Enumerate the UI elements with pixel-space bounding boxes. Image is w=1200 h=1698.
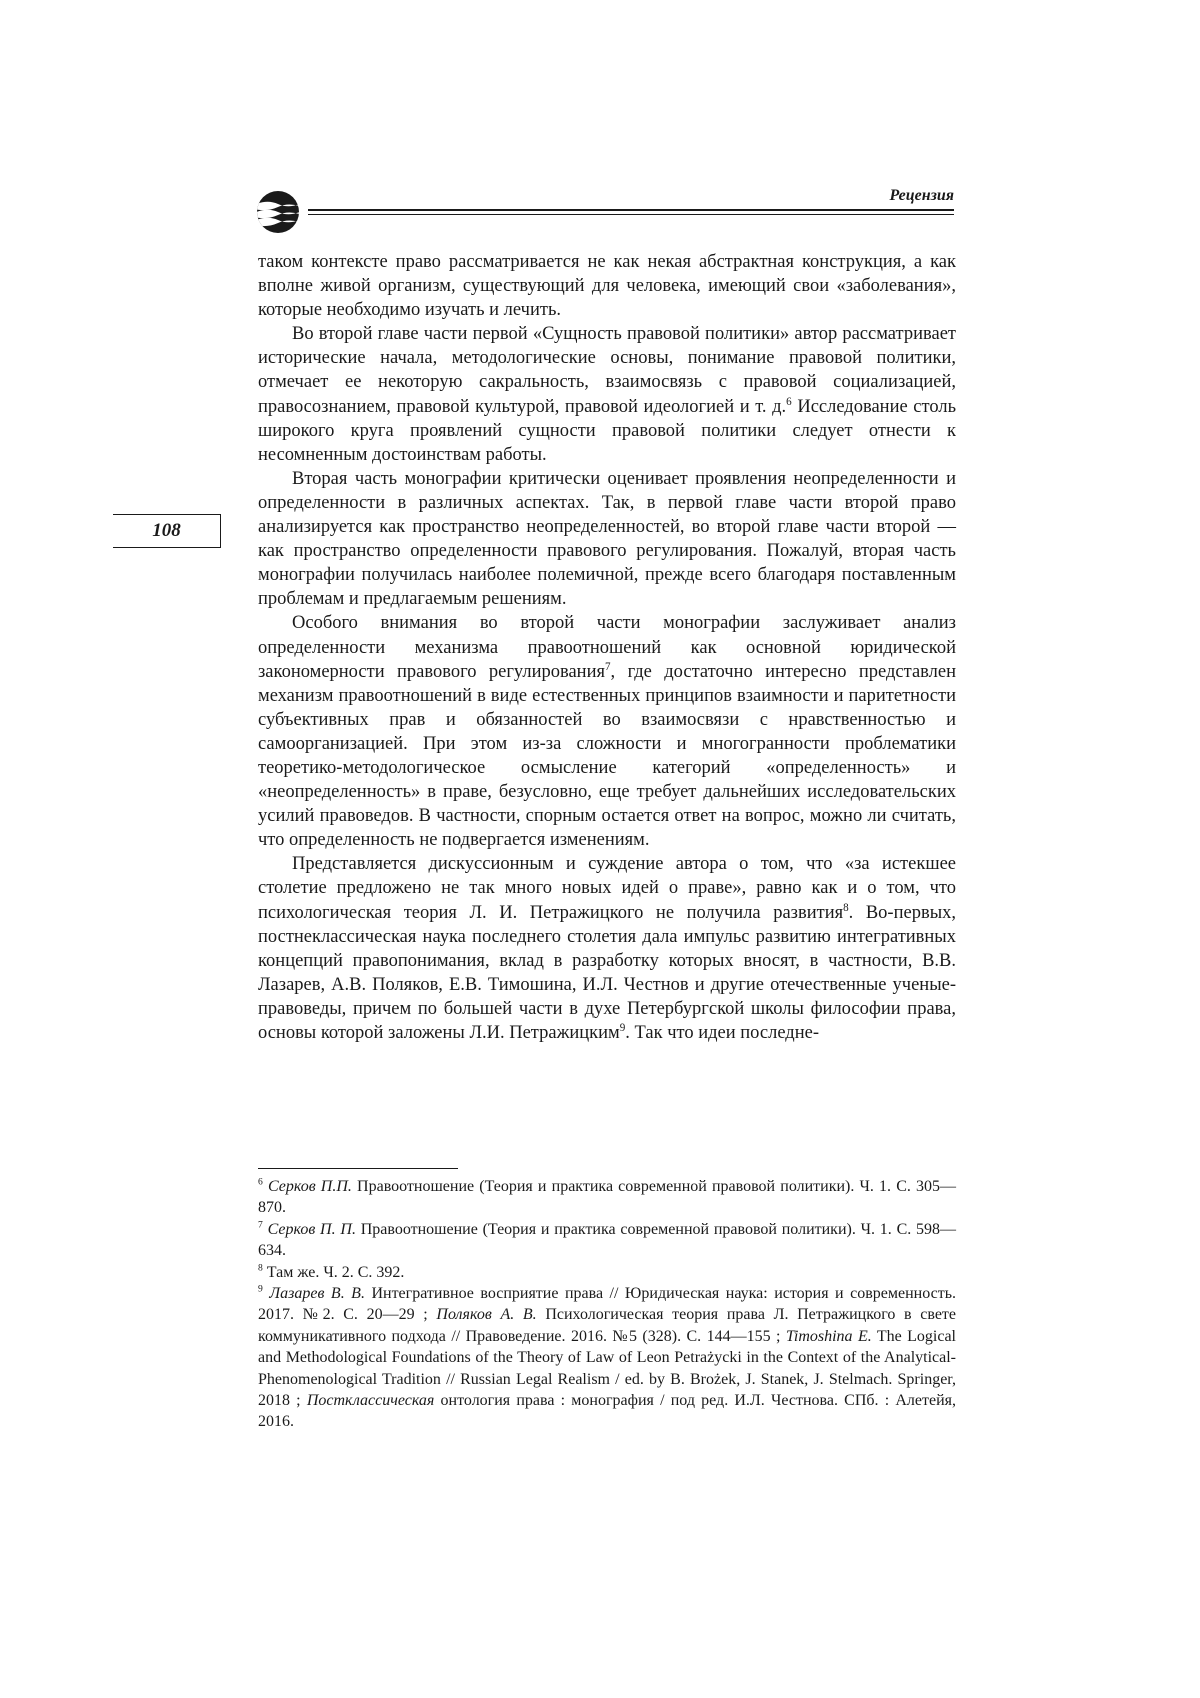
section-label: Рецензия [889, 187, 954, 204]
footnote-ref: 8 [843, 901, 849, 914]
footnote-ref: 7 [605, 660, 611, 673]
paragraph: Вторая часть монографии критически оценивает проявления неопределенности и определенности в различных аспектах. Так, в первой главе части второй право анализируется как пространство неопределенностей, во второй главе части второй — как пространство определенности правового регулирования. Пожалуй, вторая часть монографии получилась наиболее полемичной, прежде всего благодаря поставленным проблемам и предлагаемым решениям. [258, 468, 956, 610]
footnotes [258, 1176, 956, 1433]
paragraph: Представляется дискуссионным и суждение автора о том, что «за истекшее столетие предложено не так много новых идей о праве», равно как и о том, что психологическая теория Л. И. Петражицкого не получила развития$^8$. Во-первых, постнеклассическая наука последнего столетия дала импульс развитию интегративных концепций правопонимания, вклад в разработку которых вносят, в частности, В.В. Лазарев, А.В. Поляков, Е.В. Тимошина, И.Л. Честнов и другие отечественные ученые-правоведы, причем по большей части в духе Петербургской школы философии права, основы которой заложены Л.И. Петражицким$^9$. Так что идеи последне- [258, 854, 956, 1043]
header-rule [308, 209, 954, 215]
footnote: $^6$ Серков П.П. Правоотношение (Теория и практика современной правовой политики). Ч. 1. С. 305—870. [258, 1176, 956, 1217]
footnote: $^8$ Там же. Ч. 2. С. 392. [258, 1262, 405, 1281]
paragraph: Во второй главе части первой «Сущность правовой политики» автор рассматривает исторические начала, методологические основы, понимание правовой политики, отмечает ее некоторую сакральность, взаимосвязь с правовой социализацией, правосознанием, правовой культурой, правовой идеологией и т. д.$^6$ Исследование столь широкого круга проявлений сущности правовой политики следует отнести к несомненным достоинствам работы. [258, 324, 957, 465]
main-text [258, 250, 956, 1045]
paragraph: таком контексте право рассматривается не как некая абстрактная конструкция, а как вполне живой организм, существующий для человека, имеющий свои «заболевания», которые необходимо изучать и лечить. [258, 252, 956, 321]
footnote-separator [258, 1168, 458, 1169]
page-number: 108 [113, 514, 221, 548]
footnote-ref: 6 [786, 395, 792, 408]
paragraph: Особого внимания во второй части монографии заслуживает анализ определенности механизма правоотношений как основной юридической закономерности правового регулирования$^7$, где достаточно интересно представлен механизм правоотношений в виде естественных принципов взаимности и паритетности субъективных прав и обязанностей во взаимосвязи с нравственностью и самоорганизацией. При этом из-за сложности и многогранности проблематики теоретико-методологическое осмысление категорий «определенность» и «неопределенность» в праве, безусловно, еще требует дальнейших исследовательских усилий правоведов. В частности, спорным остается ответ на вопрос, можно ли считать, что определенность не подвергается изменениям. [258, 613, 956, 851]
footnote: $^7$ Серков П. П. Правоотношение (Теория и практика современной правовой политики). Ч. 1. С. 598—634. [258, 1219, 957, 1260]
footnote: $^9$ Лазарев В. В. Интегративное восприятие права // Юридическая наука: история и современность. 2017. №2. С. 20—29 ; Поляков А. В. Психологическая теория права Л. Петражицкого в свете коммуникативного подхода // Правоведение. 2016. №5 (328). С. 144—155 ; Timoshina E. The Logical and Methodological Foundations of the Theory of Law of Leon Petrażycki in the Context of the Analytical-Phenomenological Tradition // Russian Legal Realism / ed. by B. Brożek, J. Stanek, J. Stelmach. Springer, 2018 ; Постклассическая онтология права : монография / под ред. И.Л. Честнова. СПб. : Алетейя, 2016. [258, 1283, 957, 1431]
footnote-ref: 9 [619, 1021, 626, 1034]
journal-logo-icon [256, 190, 300, 234]
running-header [256, 187, 956, 238]
